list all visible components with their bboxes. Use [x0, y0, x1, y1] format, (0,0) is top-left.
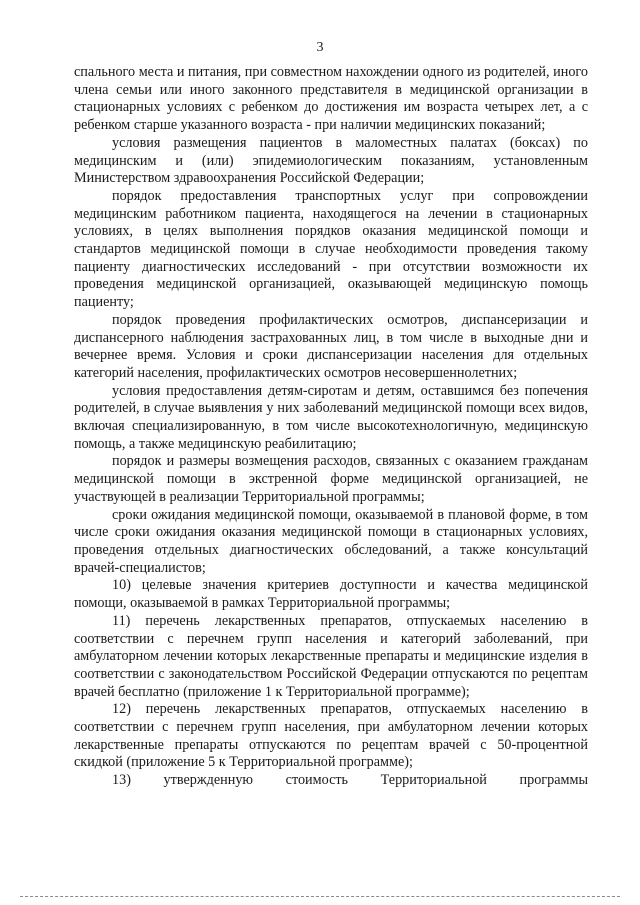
- paragraph-item-12: 12) перечень лекарственных препаратов, отпускаемых населению в соответствии с перечнем групп населения, при амбулаторном лечении которых лекарственные препараты отпускаются по рецептам врачей с 50-процентной скидкой (приложение 5 к Территориальной программе);: [74, 701, 588, 771]
- paragraph-item-10: 10) целевые значения критериев доступности и качества медицинской помощи, оказываемой в рамках Территориальной программы;: [74, 577, 588, 612]
- paragraph-expense-reimbursement: порядок и размеры возмещения расходов, связанных с оказанием гражданам медицинской помощи в экстренной форме медицинской организацией, не участвующей в реализации Территориальной программы;: [74, 453, 588, 505]
- scan-bottom-edge: [20, 896, 620, 897]
- paragraph-room-conditions: условия размещения пациентов в маломестных палатах (боксах) по медицинским и (или) эпидемиологическим показаниям, установленным Министерством здравоохранения Российской Федерации;: [74, 134, 588, 187]
- paragraph-transport-services: порядок предоставления транспортных услуг при сопровождении медицинским работником пациента, находящегося на лечении в стационарных условиях, в целях выполнения порядков оказания медицинской помощи и стандартов медицинской помощи в случае необходимости проведения такому пациенту диагностических исследований - при отсутствии возможности их проведения медицинской организацией, оказывающей медицинскую помощь пациенту;: [74, 187, 588, 311]
- paragraph-preventive-exams: порядок проведения профилактических осмотров, диспансеризации и диспансерного наблюдения застрахованных лиц, в том числе в выходные дни и вечернее время. Условия и сроки диспансеризации населения для отдельных категорий населения, профилактических осмотров несовершеннолетних;: [74, 311, 588, 381]
- paragraph-orphan-conditions: условия предоставления детям-сиротам и детям, оставшимся без попечения родителей, в случае выявления у них заболеваний медицинской помощи всех видов, включая специализированную, в том числе высокотехнологичную, медицинскую помощь, а также медицинскую реабилитацию;: [74, 382, 588, 452]
- paragraph-continuation: спального места и питания, при совместном нахождении одного из родителей, иного члена семьи или иного законного представителя в медицинской организации в стационарных условиях с ребенком до достижения им возраста четырех лет, а с ребенком старше указанного возраста - при наличии медицинских показаний;: [74, 64, 588, 134]
- paragraph-item-13: 13) утвержденную стоимость Территориальной программы: [112, 772, 588, 789]
- paragraph-item-11: 11) перечень лекарственных препаратов, отпускаемых населению в соответствии с перечнем групп населения и категорий заболеваний, при амбулаторном лечении которых лекарственные препараты и медицинские изделия в соответствии с законодательством Российской Федерации отпускаются по рецептам врачей бесплатно (приложение 1 к Территориальной программе);: [74, 612, 588, 700]
- page-number: 3: [316, 40, 324, 55]
- paragraph-waiting-times: сроки ожидания медицинской помощи, оказываемой в плановой форме, в том числе сроки ожидания оказания медицинской помощи в стационарных условиях, проведения отдельных диагностических обследований, а также консультаций врачей-специалистов;: [74, 506, 588, 576]
- document-body: [74, 64, 588, 790]
